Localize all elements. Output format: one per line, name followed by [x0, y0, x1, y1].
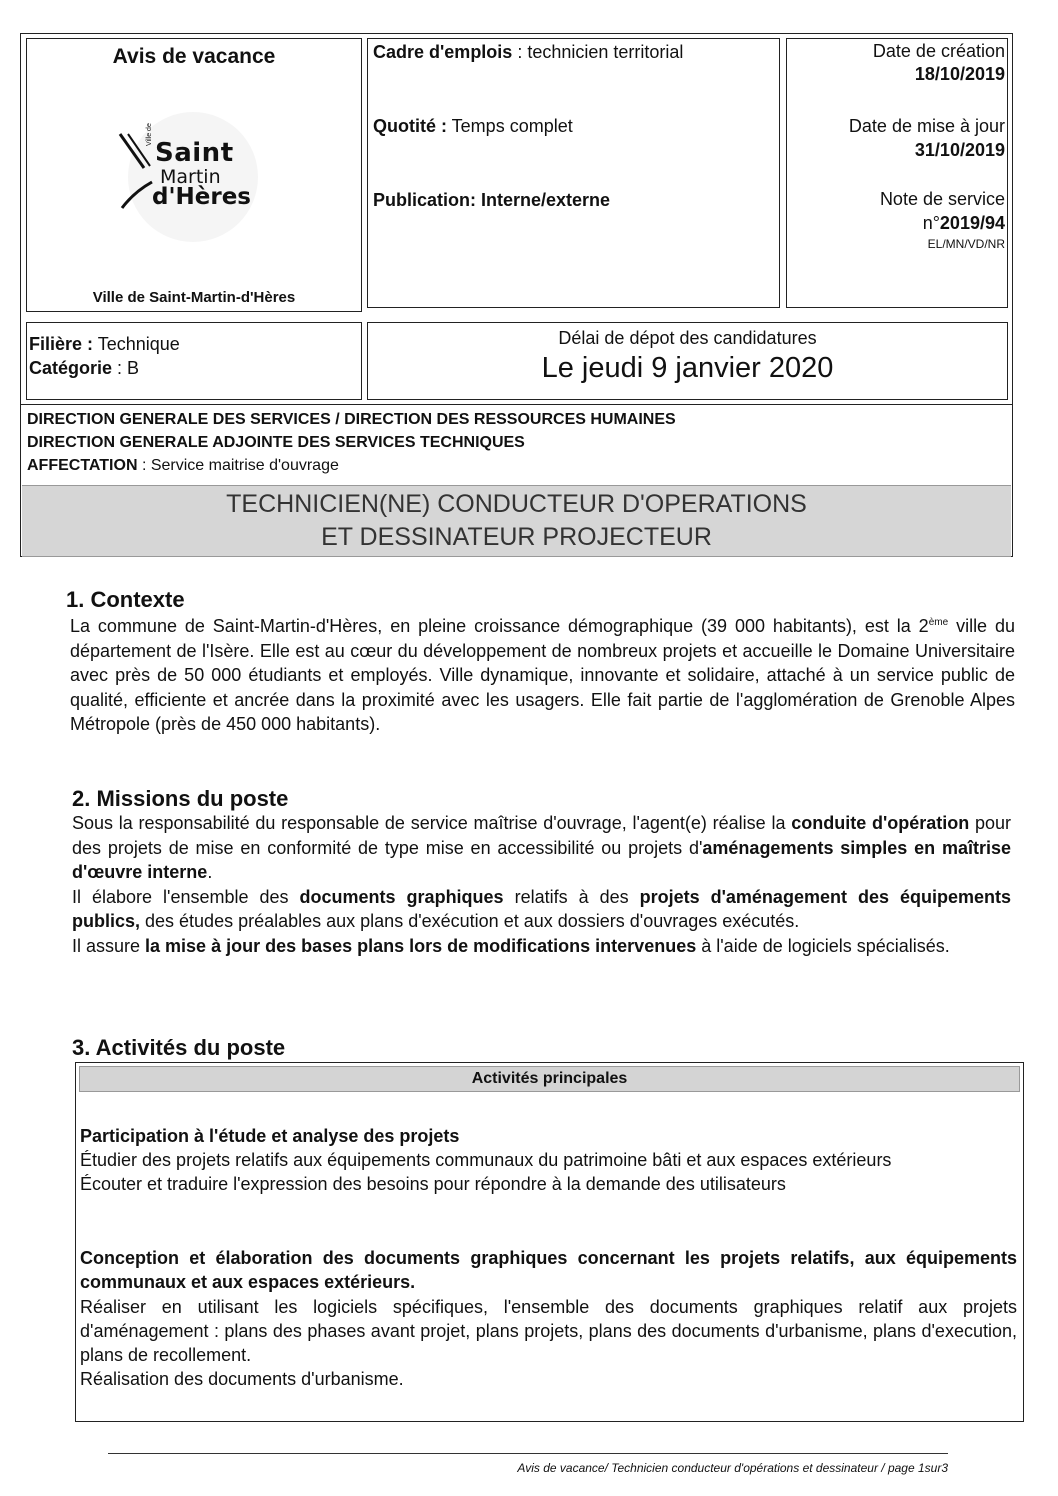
categorie-label: Catégorie [29, 358, 113, 378]
missions-paragraph-1 [72, 811, 1011, 885]
activity-group-2-text [80, 1295, 1017, 1391]
contexte-text-1: La commune de Saint-Martin-d'Hères, en pleine croissance démographique (39 000 habitants), est la 2 [70, 616, 929, 636]
document-type-title: Avis de vacance [112, 45, 276, 68]
quotite-label: Quotité : [373, 116, 447, 136]
activity-group-2-line-2: Réalisation des documents d'urbanisme. [80, 1369, 404, 1389]
categorie-value: : B [112, 358, 140, 378]
city-caption: Ville de Saint-Martin-d'Hères [92, 289, 296, 306]
missions-p1c: pour des projets de mise en conformité de type mise en accessibilité ou projets d' [72, 813, 1012, 858]
affectation [27, 457, 339, 475]
missions-p2a: Il élabore l'ensemble des [72, 886, 300, 907]
logo-vertical-text: Ville de [146, 123, 153, 146]
missions-p2b: documents graphiques [299, 886, 504, 907]
activity-group-1-title: Participation à l'étude et analyse des projets [80, 1126, 460, 1146]
activity-group-2-title: Conception et élaboration des documents graphiques concernant les projets relatifs, aux équipements communaux et aux espaces extérieurs. [80, 1248, 1017, 1292]
note-label: Note de service [879, 189, 1005, 209]
section-missions-text [72, 811, 1011, 958]
date-maj-label: Date de mise à jour [848, 116, 1005, 136]
cadre-value: : technicien territorial [512, 42, 684, 62]
missions-p2d: projets d'aménagement des équipements publics, [72, 886, 1011, 931]
filiere [29, 334, 180, 355]
date-creation: 18/10/2019 [914, 64, 1005, 84]
date-maj: 31/10/2019 [914, 140, 1005, 160]
logo-saint: Saint [155, 138, 234, 168]
missions-p2c: relatifs à des [503, 886, 640, 907]
logo-martin: Martin [160, 166, 221, 188]
filiere-value: Technique [93, 334, 180, 354]
publication: Publication: Interne/externe [373, 190, 611, 210]
activity-group-1-line-2: Écouter et traduire l'expression des besoins pour répondre à la demande des utilisateurs [80, 1174, 786, 1194]
job-title-line-1: TECHNICIEN(NE) CONDUCTEUR D'OPERATIONS [226, 490, 807, 518]
missions-p3c: à l'aide de logiciels spécialisés. [696, 935, 950, 956]
cadre-emplois [373, 42, 683, 63]
date-creation-label: Date de création [872, 41, 1005, 61]
missions-p1b: conduite d'opération [791, 813, 970, 833]
section-missions-title: 2. Missions du poste [72, 786, 289, 811]
quotite [373, 116, 573, 137]
affectation-value: : Service maitrise d'ouvrage [137, 457, 339, 474]
missions-p2e: des études préalables aux plans d'exécution et aux dossiers d'ouvrages exécutés. [140, 911, 800, 931]
city-logo [108, 122, 288, 232]
direction-line-2: DIRECTION GENERALE ADJOINTE DES SERVICES TECHNIQUES [27, 434, 525, 451]
section-contexte-title: 1. Contexte [66, 587, 185, 612]
missions-p3a: Il assure [72, 935, 146, 956]
direction-top-rule [20, 404, 1013, 405]
filiere-label: Filière : [29, 334, 94, 354]
activity-group-1-text [80, 1148, 1017, 1196]
quotite-value: Temps complet [447, 116, 573, 136]
categorie [29, 358, 139, 379]
affectation-label: AFFECTATION [27, 457, 138, 474]
header-middle-cell [367, 38, 780, 308]
missions-paragraph-2 [72, 885, 1011, 934]
footer-rule [108, 1453, 948, 1454]
page-footer: Avis de vacance/ Technicien conducteur d'opérations et dessinateur / page 1sur3 [517, 1461, 948, 1475]
job-title-banner [22, 485, 1011, 557]
missions-paragraph-3 [72, 934, 1011, 959]
section-activites-title: 3. Activités du poste [72, 1035, 286, 1060]
job-title-line-2: ET DESSINATEUR PROJECTEUR [321, 523, 712, 551]
missions-p1e: . [207, 862, 213, 882]
activity-group-1-line-1: Étudier des projets relatifs aux équipements communaux du patrimoine bâti et aux espaces extérieurs [80, 1150, 892, 1170]
missions-p1d: aménagements simples en maîtrise d'œuvre interne [72, 837, 1011, 882]
logo-heres: d'Hères [152, 184, 251, 210]
note-prefix: n° [922, 213, 940, 233]
cadre-label: Cadre d'emplois [373, 42, 513, 62]
note-number [790, 213, 1005, 234]
note-initials: EL/MN/VD/NR [927, 237, 1005, 251]
missions-p3b: la mise à jour des bases plans lors de modifications intervenues [145, 935, 697, 956]
deadline-date: Le jeudi 9 janvier 2020 [541, 352, 834, 384]
contexte-sup: ème [928, 617, 949, 628]
direction-line-1: DIRECTION GENERALE DES SERVICES / DIRECTION DES RESSOURCES HUMAINES [27, 411, 676, 428]
contexte-text-2: ville du département de l'Isère. Elle est au cœur du développement de nombreux projets et accueille le Domaine Universitaire avec près de 50 000 étudiants et employés. Ville dynamique, innovante et solidaire, attaché à un service public de qualité, efficiente et ancrée dans la proximité avec les usagers. Elle fait partie de l'agglomération de Grenoble Alpes Métropole (près de 450 000 habitants). [70, 616, 1016, 734]
missions-p1a: Sous la responsabilité du responsable de service maîtrise d'ouvrage, l'agent(e) réalise la [72, 813, 792, 833]
section-contexte-text [70, 611, 1015, 737]
activity-group-2-line-1: Réaliser en utilisant les logiciels spécifiques, l'ensemble des documents graphiques relatif aux projets d'aménagement : plans des phases avant projet, plans projets, plans des documents d'urbanisme, plans d'execution, plans de recollement. [80, 1297, 1017, 1365]
deadline-label: Délai de dépot des candidatures [558, 328, 817, 348]
activities-table-header: Activités principales [79, 1066, 1020, 1092]
note-number-value: 2019/94 [939, 213, 1005, 233]
